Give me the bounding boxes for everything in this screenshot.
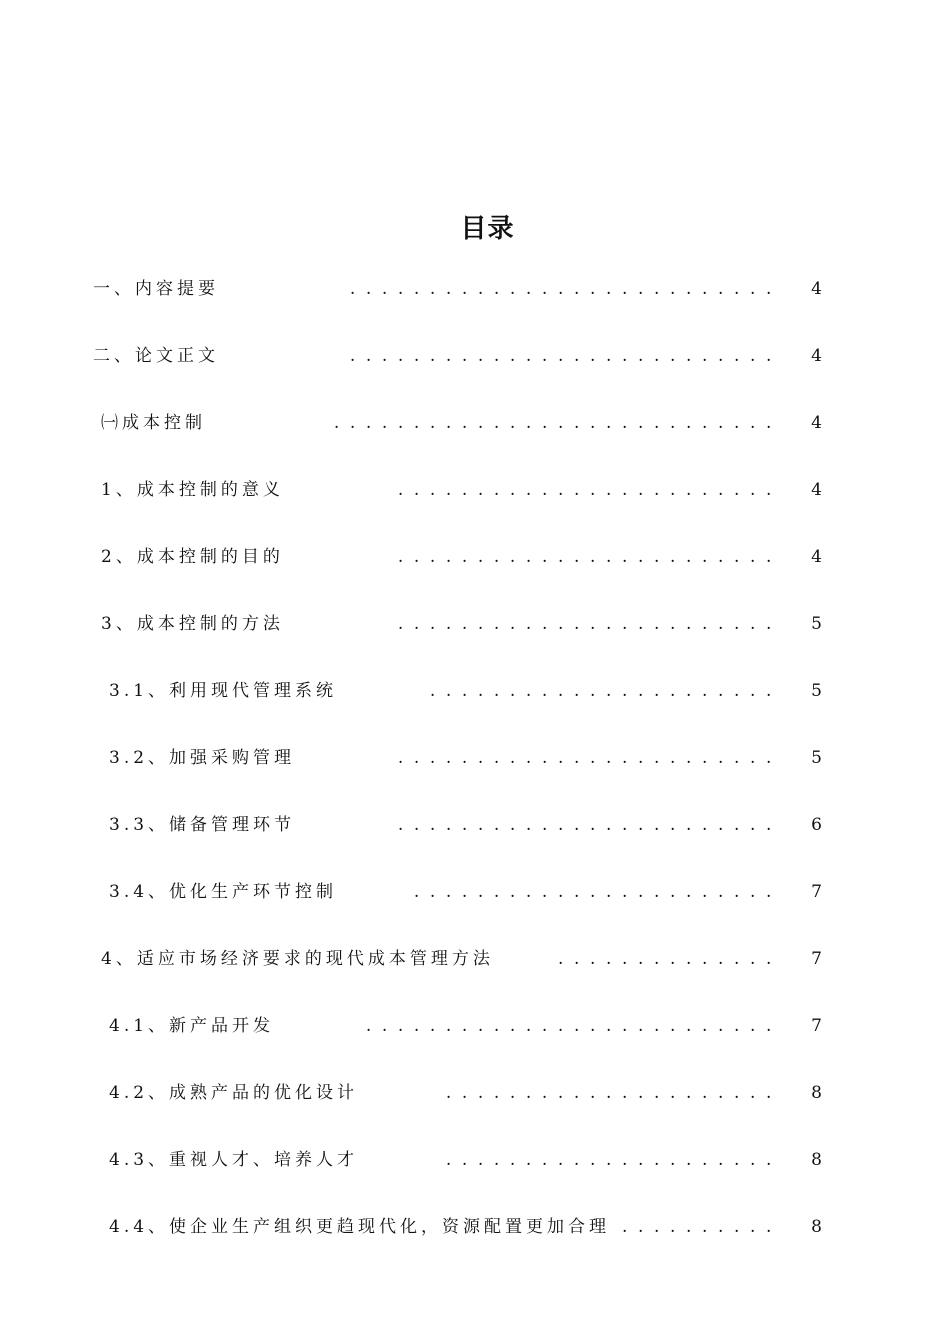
toc-entry-label: 4.2、成熟产品的优化设计 <box>109 1083 359 1103</box>
toc-entry[interactable] <box>0 676 950 706</box>
toc-entry-page: 4 <box>811 413 822 433</box>
toc-entry-page: 4 <box>811 480 822 500</box>
toc-entry-page: 7 <box>811 949 822 969</box>
toc-entry-label: 3.4、优化生产环节控制 <box>109 882 338 902</box>
toc-entry-page: 4 <box>811 279 822 299</box>
toc-entry[interactable] <box>0 274 950 304</box>
toc-entry[interactable] <box>0 341 950 371</box>
toc-leader-dots: ........................... <box>349 279 782 299</box>
toc-leader-dots: ....................... <box>413 882 782 902</box>
toc-entry[interactable] <box>0 944 950 974</box>
toc-entry-label: 4.4、使企业生产组织更趋现代化，资源配置更加合理 <box>109 1217 611 1237</box>
toc-leader-dots: .............. <box>557 949 782 969</box>
toc-entry-label: 4.1、新产品开发 <box>109 1016 275 1036</box>
toc-leader-dots: ..................... <box>445 1083 782 1103</box>
toc-leader-dots: ........................ <box>397 815 782 835</box>
toc-entry[interactable] <box>0 810 950 840</box>
toc-entry-page: 5 <box>811 748 822 768</box>
toc-entry[interactable] <box>0 542 950 572</box>
toc-entry-label: 4、适应市场经济要求的现代成本管理方法 <box>101 949 494 969</box>
toc-entry-label: 4.3、重视人才、培养人才 <box>109 1150 359 1170</box>
toc-entry-label: 1、成本控制的意义 <box>101 480 284 500</box>
toc-entry[interactable] <box>0 408 950 438</box>
toc-leader-dots: ........................ <box>397 748 782 768</box>
toc-entry[interactable] <box>0 743 950 773</box>
toc-entry[interactable] <box>0 1078 950 1108</box>
toc-entry-page: 5 <box>811 614 822 634</box>
toc-entry[interactable] <box>0 1212 950 1242</box>
toc-entry-label: 二、论文正文 <box>93 346 219 366</box>
toc-entry-label: 3.1、利用现代管理系统 <box>109 681 338 701</box>
toc-entry[interactable] <box>0 1145 950 1175</box>
toc-entry-page: 8 <box>811 1083 822 1103</box>
toc-entry-page: 8 <box>811 1217 822 1237</box>
toc-entry[interactable] <box>0 877 950 907</box>
toc-entry-page: 7 <box>811 882 822 902</box>
toc-leader-dots: ........................ <box>397 614 782 634</box>
toc-entry-label: 一、内容提要 <box>93 279 219 299</box>
toc-leader-dots: .......... <box>621 1217 782 1237</box>
toc-entry[interactable] <box>0 1011 950 1041</box>
toc-leader-dots: .......................... <box>365 1016 782 1036</box>
toc-entry-page: 6 <box>811 815 822 835</box>
toc-leader-dots: ........................ <box>397 480 782 500</box>
toc-leader-dots: ...................... <box>429 681 782 701</box>
toc-entry-page: 7 <box>811 1016 822 1036</box>
toc-leader-dots: ........................... <box>349 346 782 366</box>
toc-entry-label: 3.2、加强采购管理 <box>109 748 296 768</box>
toc-entry[interactable] <box>0 475 950 505</box>
toc-entry-label: ㈠成本控制 <box>101 413 206 433</box>
toc-entry-label: 2、成本控制的目的 <box>101 547 284 567</box>
toc-leader-dots: ............................ <box>333 413 782 433</box>
toc-entry-page: 4 <box>811 346 822 366</box>
toc-entry[interactable] <box>0 609 950 639</box>
toc-entry-label: 3、成本控制的方法 <box>101 614 284 634</box>
page-title: 目录 <box>460 214 515 244</box>
toc-entry-page: 8 <box>811 1150 822 1170</box>
toc-entry-page: 5 <box>811 681 822 701</box>
toc-entry-page: 4 <box>811 547 822 567</box>
toc-entry-label: 3.3、储备管理环节 <box>109 815 296 835</box>
toc-leader-dots: ........................ <box>397 547 782 567</box>
toc-leader-dots: ..................... <box>445 1150 782 1170</box>
